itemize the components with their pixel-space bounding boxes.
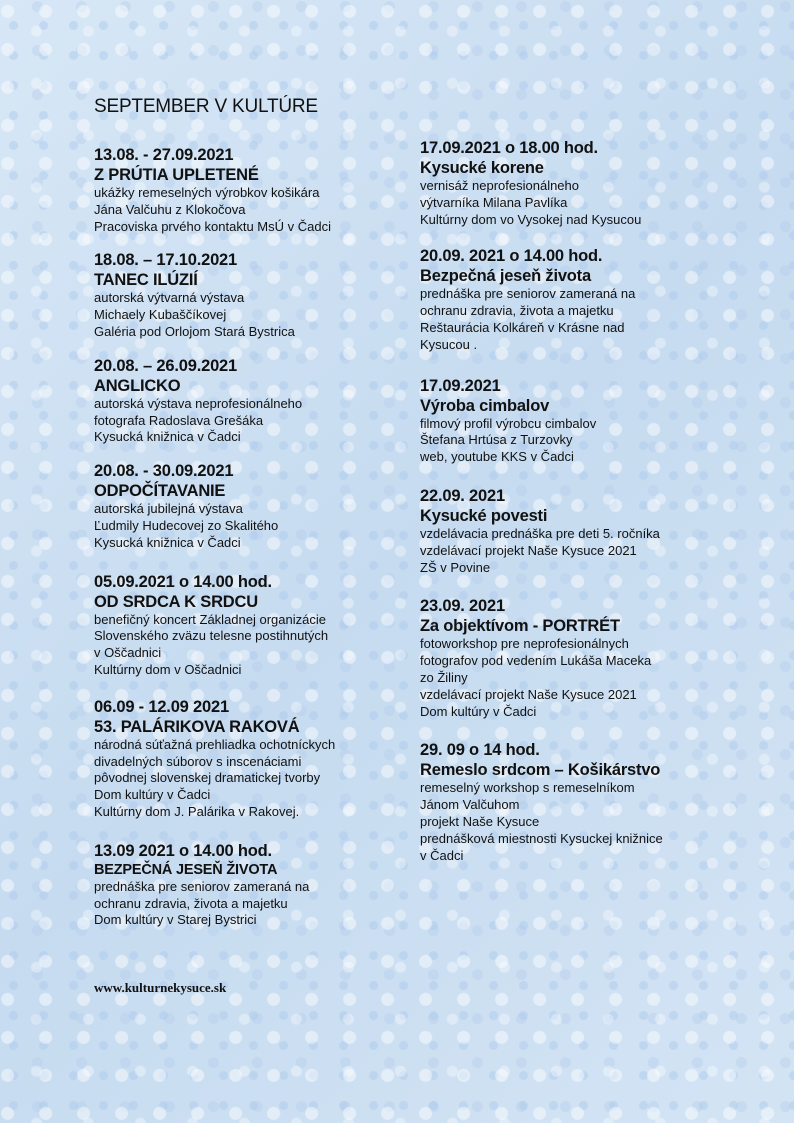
event-title: Za objektívom - PORTRÉT	[420, 617, 620, 636]
event-item	[420, 138, 720, 228]
event-title: OD SRDCA K SRDCU	[94, 592, 258, 611]
event-title: Remeslo srdcom – Košikárstvo	[420, 761, 661, 780]
event-line: ochranu zdravia, života a majetku	[420, 303, 614, 319]
event-title: ANGLICKO	[94, 376, 181, 395]
event-item	[94, 250, 394, 340]
event-date: 06.09 - 12.09 2021	[94, 697, 229, 716]
event-line: Kysucou .	[420, 336, 478, 352]
event-line: prednášková miestnosti Kysuckej knižnice	[420, 830, 663, 846]
event-title: BEZPEČNÁ JESEŇ ŽIVOTA	[94, 861, 278, 878]
event-item	[94, 572, 394, 679]
event-date: 20.08. – 26.09.2021	[94, 356, 238, 375]
event-title: Kysucké korene	[420, 159, 544, 177]
event-line: Michaely Kubaščíkovej	[94, 307, 227, 323]
event-line: Ľudmily Hudecovej zo Skalitého	[94, 517, 279, 533]
event-item	[420, 246, 720, 353]
event-line: divadelných súborov s inscenáciami	[94, 753, 302, 769]
left-column	[94, 145, 394, 941]
event-title: 53. PALÁRIKOVA RAKOVÁ	[94, 717, 300, 736]
event-date: 18.08. – 17.10.2021	[94, 251, 238, 270]
event-title: TANEC ILÚZIÍ	[94, 271, 198, 290]
event-line: národná súťažná prehliadka ochotníckych	[94, 736, 336, 752]
event-line: vernisáž neprofesionálneho	[420, 178, 579, 193]
event-line: fotografa Radoslava Grešáka	[94, 412, 264, 428]
event-date: 20.09. 2021 o 14.00 hod.	[420, 247, 603, 266]
website-link[interactable]: www.kulturnekysuce.sk	[94, 980, 227, 995]
right-column	[420, 138, 720, 876]
event-item	[420, 740, 720, 864]
event-title: Kysucké povesti	[420, 506, 548, 525]
event-line: prednáška pre seniorov zameraná na	[420, 286, 636, 302]
event-line: autorská jubilejná výstava	[94, 501, 243, 517]
event-line: Kultúrny dom J. Palárika v Rakovej.	[94, 803, 300, 819]
event-line: Galéria pod Orlojom Stará Bystrica	[94, 323, 295, 339]
event-date: 17.09.2021 o 18.00 hod.	[420, 139, 598, 157]
event-line: Dom kultúry v Čadci	[420, 703, 537, 719]
event-line: Jána Valčuhu z Klokočova	[94, 201, 246, 217]
event-date: 29. 09 o 14 hod.	[420, 741, 540, 760]
event-title: ODPOČÍTAVANIE	[94, 482, 226, 501]
event-date: 13.09 2021 o 14.00 hod.	[94, 841, 272, 860]
event-line: v Čadci	[420, 847, 464, 863]
event-line: zo Žiliny	[420, 669, 468, 685]
event-line: pôvodnej slovenskej dramatickej tvorby	[94, 770, 321, 786]
event-item	[420, 376, 720, 466]
event-line: Kysucká knižnica v Čadci	[94, 429, 241, 445]
event-line: vzdelávací projekt Naše Kysuce 2021	[420, 686, 637, 702]
event-line: Kultúrny dom v Oščadnici	[94, 661, 242, 677]
event-line: ukážky remeselných výrobkov košikára	[94, 185, 320, 200]
event-line: Reštaurácia Kolkáreň v Krásne nad	[420, 319, 625, 335]
event-title: Z PRÚTIA UPLETENÉ	[94, 166, 259, 184]
event-item	[420, 596, 720, 720]
event-item	[94, 461, 394, 551]
event-line: filmový profil výrobcu cimbalov	[420, 415, 597, 431]
event-line: Slovenského zväzu telesne postihnutých	[94, 628, 329, 644]
event-date: 17.09.2021	[420, 376, 501, 395]
event-line: vzdelávacia prednáška pre deti 5. ročníka	[420, 525, 660, 541]
event-line: ZŠ v Povine	[420, 559, 491, 575]
event-date: 23.09. 2021	[420, 597, 505, 616]
event-line: benefičný koncert Základnej organizácie	[94, 611, 326, 627]
event-line: Dom kultúry v Starej Bystrici	[94, 912, 257, 928]
event-line: vzdelávací projekt Naše Kysuce 2021	[420, 542, 637, 558]
event-date: 22.09. 2021	[420, 486, 505, 505]
event-line: web, youtube KKS v Čadci	[420, 449, 574, 465]
event-line: Jánom Valčuhom	[420, 797, 520, 813]
event-title: Výroba cimbalov	[420, 396, 550, 415]
page-title: SEPTEMBER V KULTÚRE	[94, 96, 318, 117]
event-line: ochranu zdravia, života a majetku	[94, 895, 288, 911]
event-item	[94, 841, 394, 929]
event-line: v Oščadnici	[94, 645, 162, 661]
event-date: 13.08. - 27.09.2021	[94, 146, 234, 164]
event-line: autorská výstava neprofesionálneho	[94, 395, 303, 411]
event-item	[94, 145, 394, 235]
event-item	[420, 486, 720, 576]
event-line: autorská výtvarná výstava	[94, 290, 245, 306]
event-line: Kysucká knižnica v Čadci	[94, 534, 241, 550]
event-line: Kultúrny dom vo Vysokej nad Kysucou	[420, 211, 642, 227]
event-date: 20.08. - 30.09.2021	[94, 462, 234, 481]
event-item	[94, 697, 394, 821]
event-line: fotoworkshop pre neprofesionálnych	[420, 636, 629, 652]
event-line: Štefana Hrtúsa z Turzovky	[420, 432, 573, 448]
event-item	[94, 356, 394, 446]
event-title: Bezpečná jeseň života	[420, 267, 591, 286]
event-date: 05.09.2021 o 14.00 hod.	[94, 572, 272, 591]
event-line: výtvarníka Milana Pavlíka	[420, 194, 568, 210]
event-line: Pracoviska prvého kontaktu MsÚ v Čadci	[94, 218, 331, 234]
event-line: fotografov pod vedením Lukáša Maceka	[420, 653, 652, 669]
event-line: remeselný workshop s remeselníkom	[420, 780, 635, 796]
event-line: Dom kultúry v Čadci	[94, 787, 211, 803]
event-line: projekt Naše Kysuce	[420, 813, 540, 829]
event-line: prednáška pre seniorov zameraná na	[94, 878, 310, 894]
